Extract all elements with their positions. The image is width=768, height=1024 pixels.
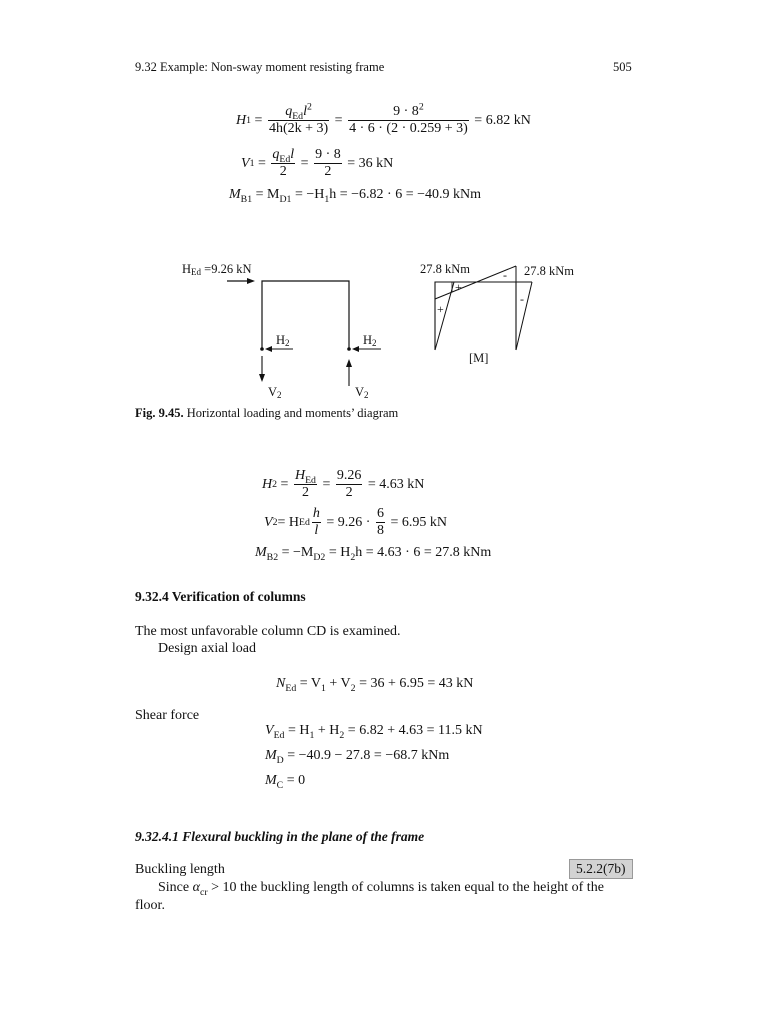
moment-frame <box>435 282 516 350</box>
equation-h2: H 2 = $\frac{H_{Ed}}{2}$ = $\frac{9.26}{2}$ = 4.63 kN <box>262 468 425 501</box>
equation-mb2: $M_{B2} = -M_{D2} = H_2h = 4.63 \cdot 6 = 27.8$ kNm <box>255 545 492 563</box>
left-column-moment-line <box>435 282 454 350</box>
v2-right-arrowhead <box>346 359 352 367</box>
paragraph-since-alpha: Since $\alpha_{cr} > 10$ the buckling length of columns is taken equal to the height of the <box>158 880 604 898</box>
equation-h1: H 1 = $\frac{q_{Ed}l^2}{4h(2k + 3)}$ = $\frac{9 \cdot 8^2}{4 \cdot 6 \cdot (2 \cdot 0.259 + 3)}$ = 6.82 kN <box>236 101 531 137</box>
clause-reference-badge: 5.2.2(7b) <box>569 859 633 879</box>
equation-mb1: $M_{B1} = M_{D1} = -H_1h = -6.82 \cdot 6 = -40.9$ kNm <box>229 187 481 205</box>
equation-md: $M_D = -40.9 - 27.8 = -68.7$ kNm <box>265 748 450 766</box>
subsection-heading: 9.32.4.1 Flexural buckling in the plane of the frame <box>135 829 425 844</box>
sign-minus-beam: - <box>503 268 507 282</box>
sign-plus-column: + <box>437 302 444 316</box>
right-column-moment-line <box>516 282 532 350</box>
frame-figure <box>0 0 768 420</box>
v2-left-arrowhead <box>259 374 265 382</box>
equation-mc: $M_C = 0$ <box>265 773 306 791</box>
load-arrowhead <box>247 278 255 284</box>
section-heading: 9.32.4 Verification of columns <box>135 589 306 604</box>
paragraph-floor: floor. <box>135 898 165 913</box>
running-header-title: 9.32 Example: Non-sway moment resisting frame <box>135 60 385 74</box>
sign-plus-beam: + <box>455 280 462 294</box>
figure-caption: Fig. 9.45. Horizontal loading and moments’ diagram <box>135 406 399 420</box>
h2-right-label: H2 <box>363 333 377 348</box>
paragraph-design-axial-load: Design axial load <box>158 641 256 656</box>
support-left <box>260 347 264 351</box>
page-number: 505 <box>613 60 632 74</box>
v2-right-label: V2 <box>355 385 369 400</box>
equation-ned: $N_{Ed} = V_1 + V_2 = 36 + 6.95 = 43$ kN <box>276 676 474 694</box>
h2-left-arrowhead <box>265 346 272 352</box>
support-right <box>347 347 351 351</box>
equation-v1: V 1 = $\frac{q_{Ed}l}{2}$ = $\frac{9 \cdot 8}{2}$ = 36 kN <box>241 147 394 180</box>
moment-left-label: 27.8 kNm <box>420 262 470 276</box>
moment-right-label: 27.8 kNm <box>524 264 574 278</box>
h2-left-label: H2 <box>276 333 290 348</box>
paragraph-column-cd: The most unfavorable column CD is examined. <box>135 624 401 639</box>
h2-right-arrowhead <box>352 346 359 352</box>
shear-force-label: Shear force <box>135 708 200 723</box>
equation-ved: $V_{Ed} = H_1 + H_2 = 6.82 + 4.63 = 11.5$ kN <box>265 723 483 741</box>
moment-diagram-label: [M] <box>469 351 489 365</box>
sign-minus-column: - <box>520 292 524 306</box>
buckling-length-label: Buckling length <box>135 862 225 877</box>
equation-v2: V 2 = H Ed $\frac{h}{l}$ = 9.26 · $\frac{6}{8}$ = 6.95 kN <box>264 506 447 539</box>
load-label: HEd =9.26 kN <box>182 262 252 277</box>
v2-left-label: V2 <box>268 385 282 400</box>
